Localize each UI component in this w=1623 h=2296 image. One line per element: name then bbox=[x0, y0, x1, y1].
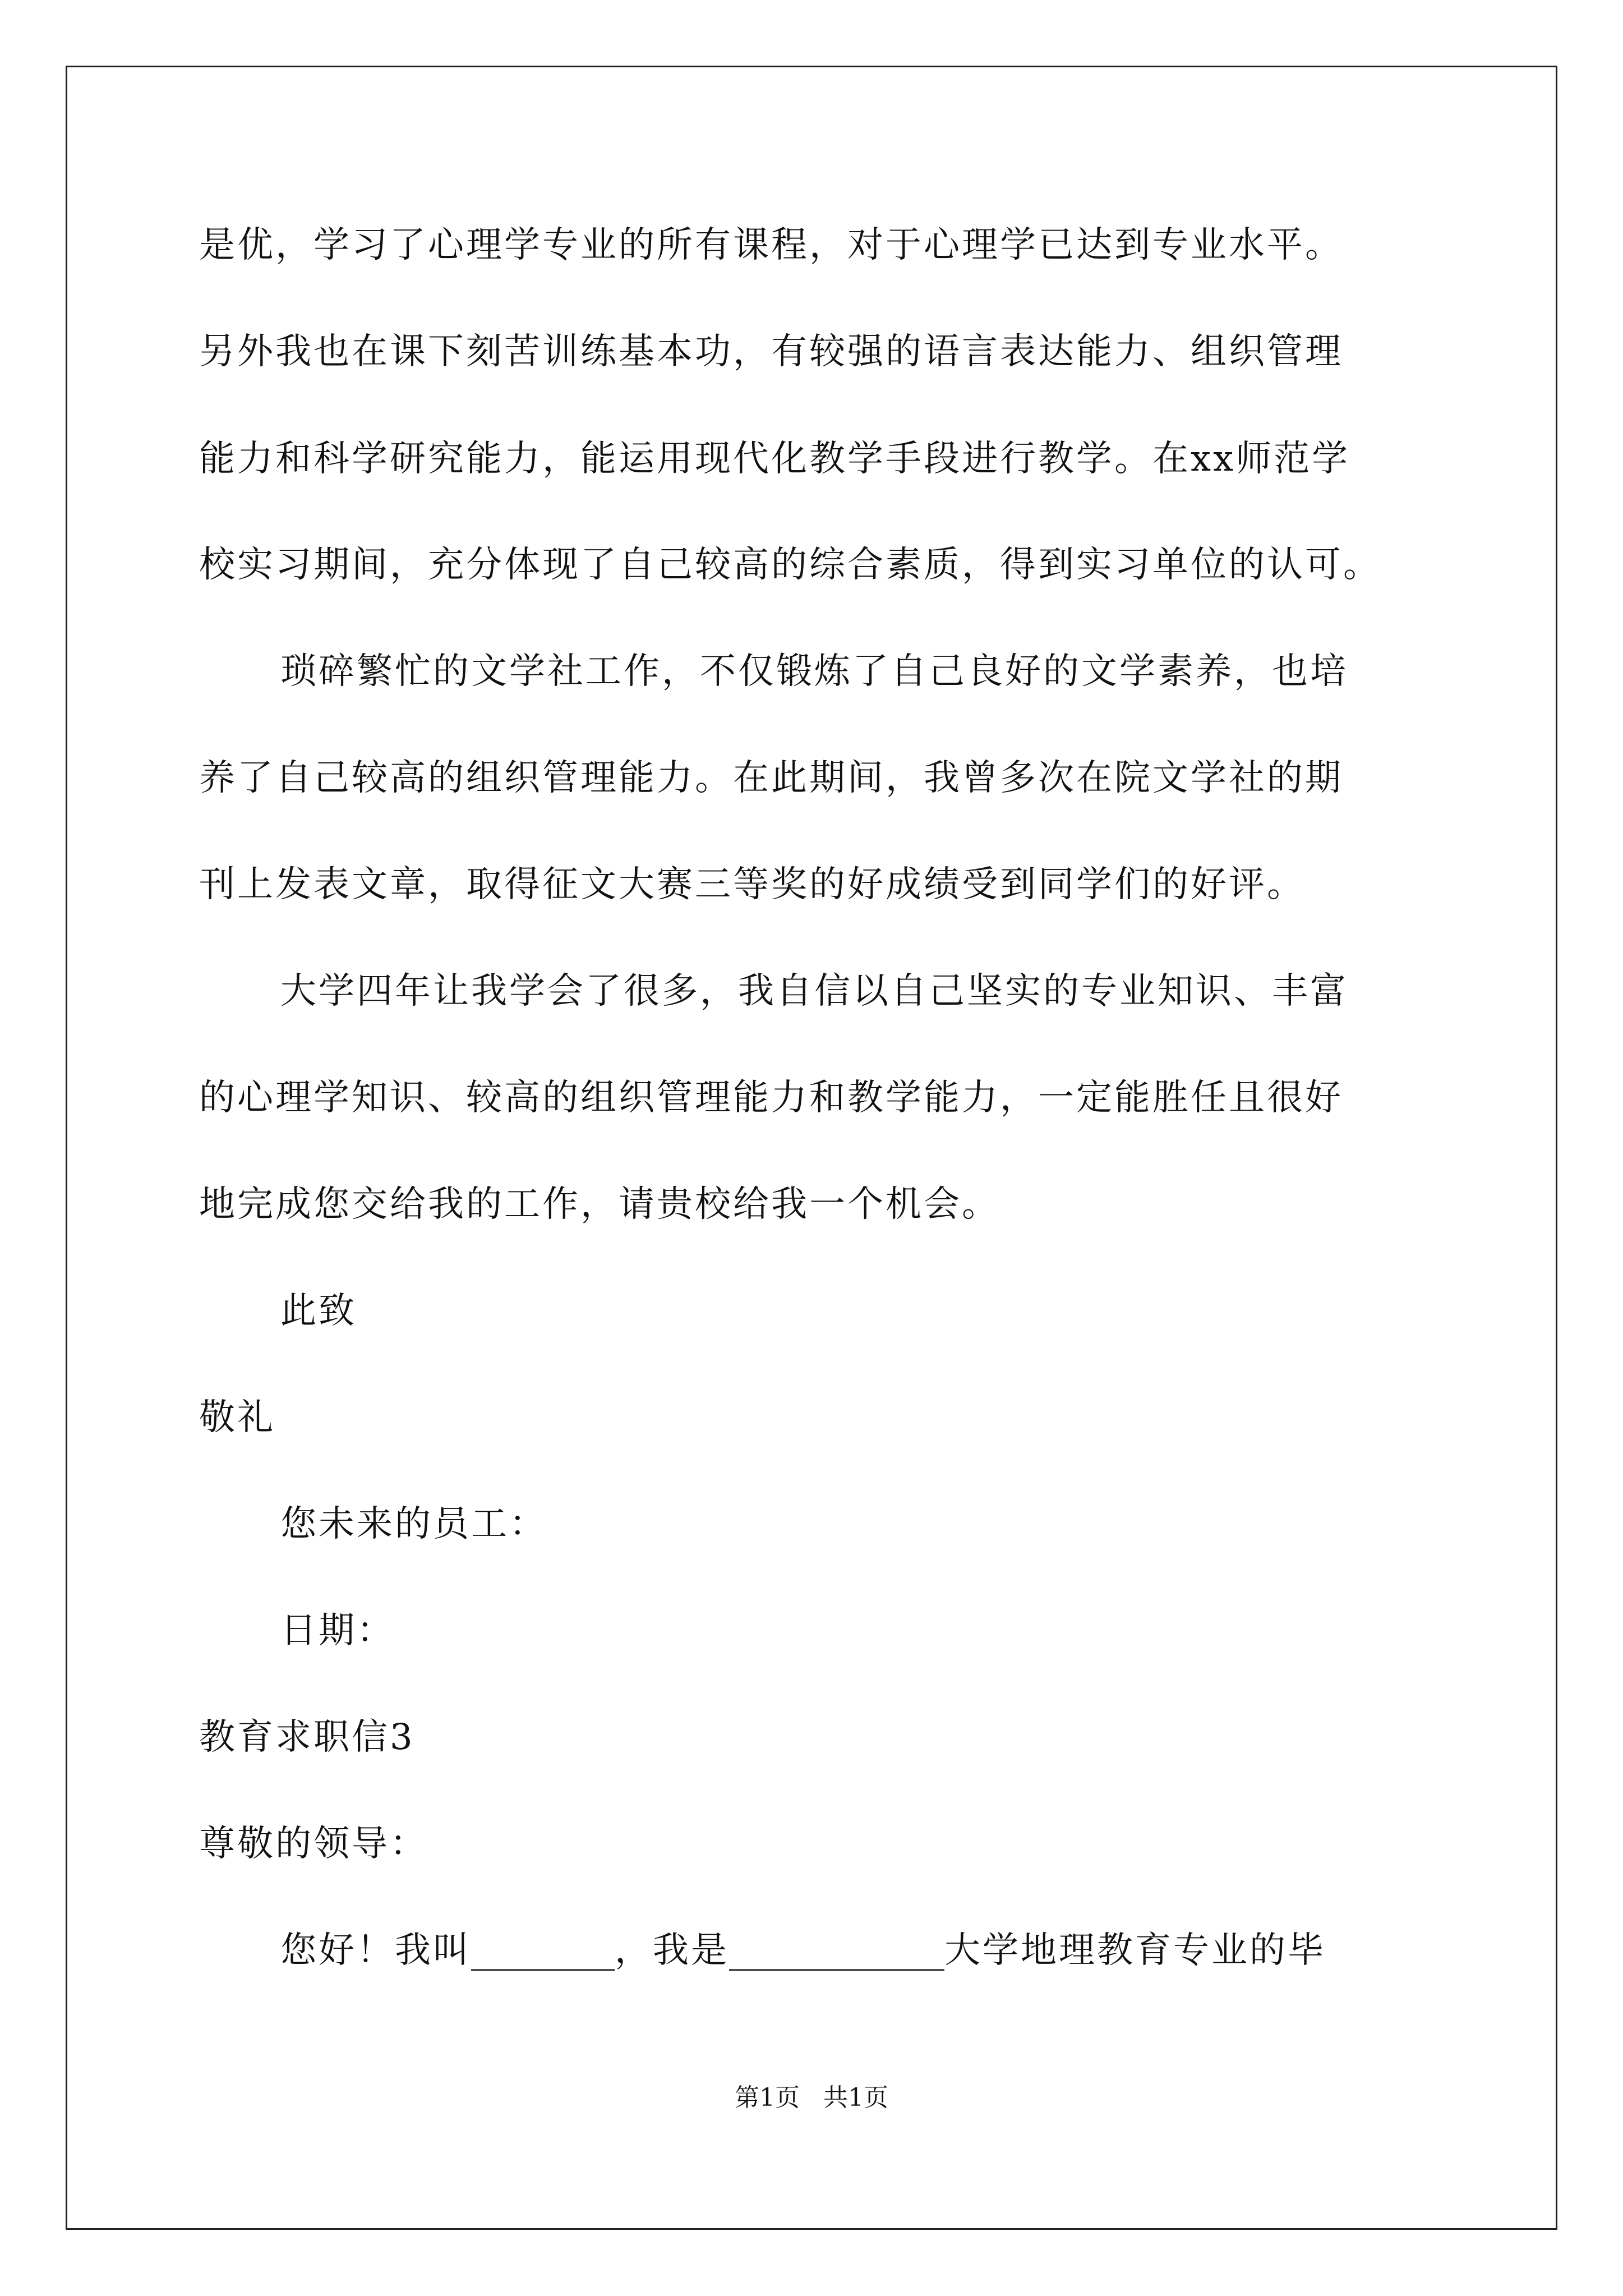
body-text-line: 是优，学习了心理学专业的所有课程，对于心理学已达到专业水平。 bbox=[199, 224, 1343, 266]
closing-salutation: 此致 bbox=[280, 1290, 357, 1332]
body-text-line: 刊上发表文章，取得征文大赛三等奖的好成绩受到同学们的好评。 bbox=[199, 864, 1305, 905]
body-text-line: 校实习期间，充分体现了自己较高的综合素质，得到实习单位的认可。 bbox=[199, 544, 1381, 586]
signature-label: 您未来的员工： bbox=[280, 1503, 547, 1545]
date-label: 日期： bbox=[280, 1610, 395, 1651]
body-text-line: 另外我也在课下刻苦训练基本功，有较强的语言表达能力、组织管理 bbox=[199, 331, 1343, 372]
body-text-line: 琐碎繁忙的文学社工作，不仅锻炼了自己良好的文学素养，也培 bbox=[280, 651, 1348, 692]
body-text-line: 的心理学知识、较高的组织管理能力和教学能力，一定能胜任且很好 bbox=[199, 1077, 1343, 1119]
body-text-line: 能力和科学研究能力，能运用现代化教学手段进行教学。在xx师范学 bbox=[199, 438, 1350, 480]
closing-respect: 敬礼 bbox=[199, 1397, 275, 1438]
body-text-line: 大学四年让我学会了很多，我自信以自己坚实的专业知识、丰富 bbox=[280, 970, 1348, 1012]
page-border bbox=[66, 66, 1557, 2230]
intro-text: ，我是 bbox=[615, 1930, 729, 1971]
section-heading: 教育求职信3 bbox=[199, 1717, 415, 1758]
letter-greeting: 尊敬的领导： bbox=[199, 1823, 428, 1865]
page-footer: 第1页 共1页 bbox=[735, 2083, 888, 2112]
body-text-line bbox=[280, 1928, 1326, 1973]
school-blank: ____________ bbox=[729, 1930, 944, 1971]
body-text-line: 养了自己较高的组织管理能力。在此期间，我曾多次在院文学社的期 bbox=[199, 757, 1343, 799]
name-blank: ________ bbox=[471, 1930, 615, 1971]
body-text-line: 地完成您交给我的工作，请贵校给我一个机会。 bbox=[199, 1184, 1000, 1225]
intro-text: 您好！我叫 bbox=[280, 1930, 471, 1971]
intro-text: 大学地理教育专业的毕 bbox=[944, 1930, 1326, 1971]
